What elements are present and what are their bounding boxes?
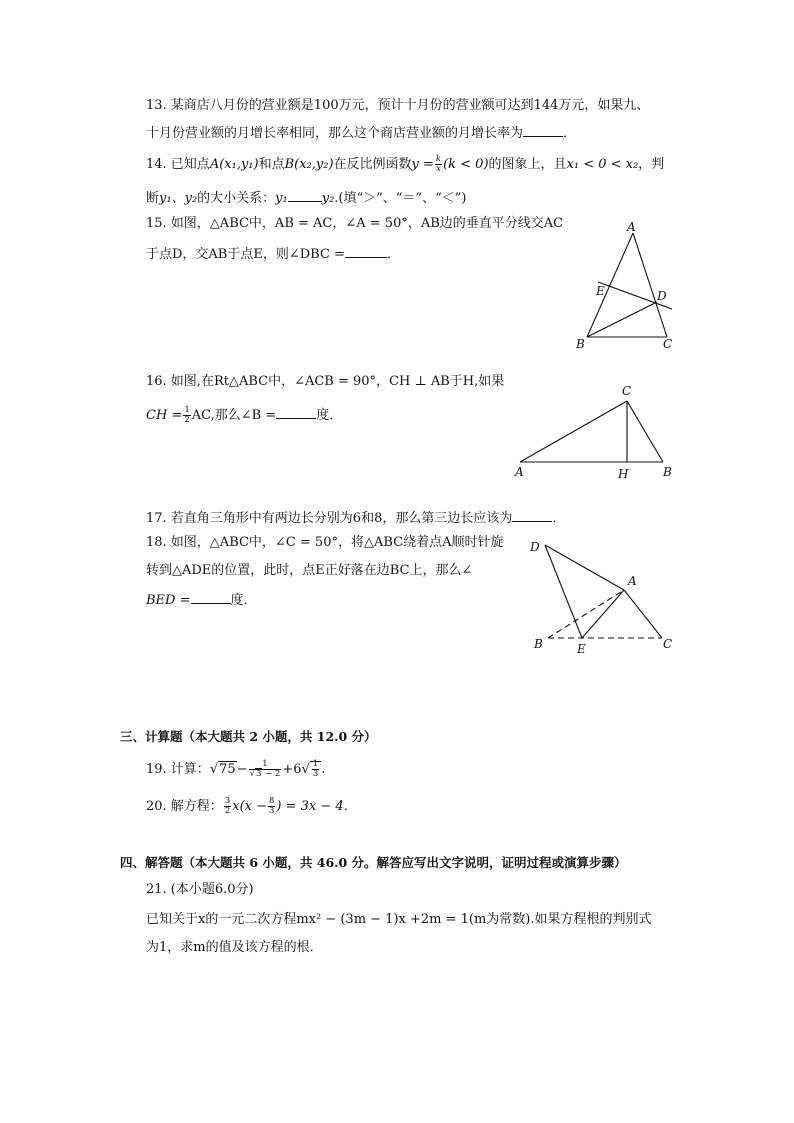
q20-fraction-1	[224, 797, 231, 816]
q20-mid: x(x −	[232, 799, 267, 814]
q16-label-c: C	[622, 384, 632, 398]
q14-and: 和点	[258, 157, 285, 172]
q18-label-a: A	[628, 574, 637, 588]
q15-label-e: E	[596, 284, 605, 298]
q18-label-d: D	[530, 540, 540, 554]
q19-frac-den-sqrt: 3	[255, 769, 262, 779]
q15-label-a: A	[627, 220, 636, 234]
q19-frac-den-rest: − 2	[262, 769, 281, 779]
q17-text: 17. 若直角三角形中有两边长分别为6和8，那么第三边长应该为	[146, 511, 513, 526]
q14-relation: 的大小关系：	[197, 191, 276, 206]
q16-end: 度．	[316, 408, 343, 423]
q14-fill-hint: .(填“＞”、“＝”、“＜”)	[334, 191, 467, 206]
q18-edge-ba-dashed	[548, 590, 624, 638]
q15-end: ．	[386, 247, 400, 262]
q14-judge: ，判	[638, 157, 665, 172]
q14-intro: 14. 已知点	[146, 157, 210, 172]
q19-plus6: +6	[282, 762, 302, 777]
q20-rest: ) = 3x − 4．	[276, 799, 357, 814]
q14-y2: y₂	[321, 191, 335, 206]
q19-inner-fraction	[312, 760, 319, 779]
q16-frac-den: 2	[184, 415, 190, 425]
q16-label-h: H	[618, 467, 629, 481]
q20-f2-num: 8	[269, 796, 275, 806]
section-3-heading: 三、计算题（本大题共 2 小题，共 12.0 分）	[120, 729, 377, 744]
q21-line1: 已知关于x的一元二次方程mx² − (3m − 1)x +2m = 1(m为常数).如果方程根的判别式	[146, 912, 652, 927]
q19-line: 19. 计算：√75− $\frac{1}{√3 - 2}$ +6√ $\frac{1}{3}$ .	[146, 759, 326, 779]
q13-line1: 13. 某商店八月份的营业额是100万元，预计十月份的营业额可达到144万元，如果九、	[146, 98, 650, 113]
q20-prefix: 20. 解方程：	[146, 799, 223, 814]
q16-frac-num: 1	[184, 405, 190, 415]
q14-condition: (k < 0)	[443, 157, 489, 172]
q15-text: 于点D，交AB于点E，则∠DBC =	[146, 247, 345, 262]
q13-end: ．	[563, 126, 577, 141]
q16-label-b: B	[663, 465, 672, 479]
q14-inequality: x₁ < 0 < x₂	[566, 157, 639, 172]
q19-end: .	[321, 762, 326, 777]
q19-frac-num: 1	[249, 760, 282, 770]
q18-edge-da	[545, 545, 624, 590]
q17-end: ．	[552, 511, 566, 526]
q18-edge-ae	[582, 590, 624, 638]
q18-line2: 转到△ADE的位置，此时，点E正好落在边BC上，那么∠	[146, 563, 473, 578]
q14-point-b: B(x₂,y₂)	[284, 157, 334, 172]
q14-in-function: 在反比例函数	[333, 157, 412, 172]
q18-edge-ac	[624, 590, 662, 638]
q19-fraction	[249, 760, 282, 779]
q18-line1: 18. 如图，△ABC中，∠C = 50°，将△ABC绕着点A顺时针旋	[146, 535, 504, 550]
q15-label-d: D	[657, 289, 667, 303]
q20-f1-num: 3	[224, 796, 231, 806]
q16-ch-eq: CH =	[146, 408, 183, 423]
q18-edge-de	[545, 545, 582, 638]
q20-line	[146, 797, 357, 817]
q21-head: 21. (本小题6.0分)	[146, 882, 254, 897]
q19-frac-den: √3 − 2	[249, 769, 281, 779]
q18-end: 度．	[230, 593, 257, 608]
q20-f2-den: 3	[269, 806, 275, 816]
section-4-heading: 四、解答题（本大题共 6 小题，共 46.0 分。解答应写出文字说明，证明过程或演算步骤）	[120, 855, 627, 870]
q14-frac-den: x	[436, 164, 441, 174]
q19-sqrt-frac	[310, 761, 321, 777]
q15-label-b: B	[576, 337, 585, 351]
q14-frac-num: k	[435, 154, 442, 164]
q15-label-c: C	[663, 337, 673, 351]
q19-minus: −	[236, 762, 248, 777]
q19-prefix: 19. 计算：	[146, 762, 210, 777]
q16-text: AC,那么∠B =	[191, 408, 277, 423]
q20-f1-den: 2	[224, 806, 231, 816]
q14-graph-text: 的图象上，且	[488, 157, 567, 172]
q14-y1: y₁	[275, 191, 288, 206]
q20-fraction-2	[268, 797, 275, 816]
q16-line1: 16. 如图,在Rt△ABC中，∠ACB = 90°，CH ⊥ AB于H,如果	[146, 374, 505, 389]
q18-label-b: B	[534, 637, 543, 651]
q18-label-c: C	[663, 637, 673, 651]
q18-bed: BED =	[146, 593, 191, 608]
q14-vars: y₁、y₂	[159, 191, 198, 206]
q14-point-a: A(x₁,y₁)	[209, 157, 259, 172]
q19-sq-num: 1	[312, 759, 319, 769]
q14-judge2: 断	[146, 191, 160, 206]
q14-y-eq: y =	[411, 157, 434, 172]
q16-label-a: A	[515, 465, 524, 479]
q19-sqrt75: 75	[219, 762, 236, 777]
q18-label-e: E	[577, 642, 586, 656]
q13-text: 十月份营业额的月增长率相同，那么这个商店营业额的月增长率为	[146, 126, 524, 141]
q15-line1: 15. 如图，△ABC中，AB = AC，∠A = 50°，AB边的垂直平分线交AC	[146, 216, 564, 231]
q19-sq-den: 3	[312, 769, 319, 779]
q21-line2: 为1，求m的值及该方程的根．	[146, 940, 323, 955]
